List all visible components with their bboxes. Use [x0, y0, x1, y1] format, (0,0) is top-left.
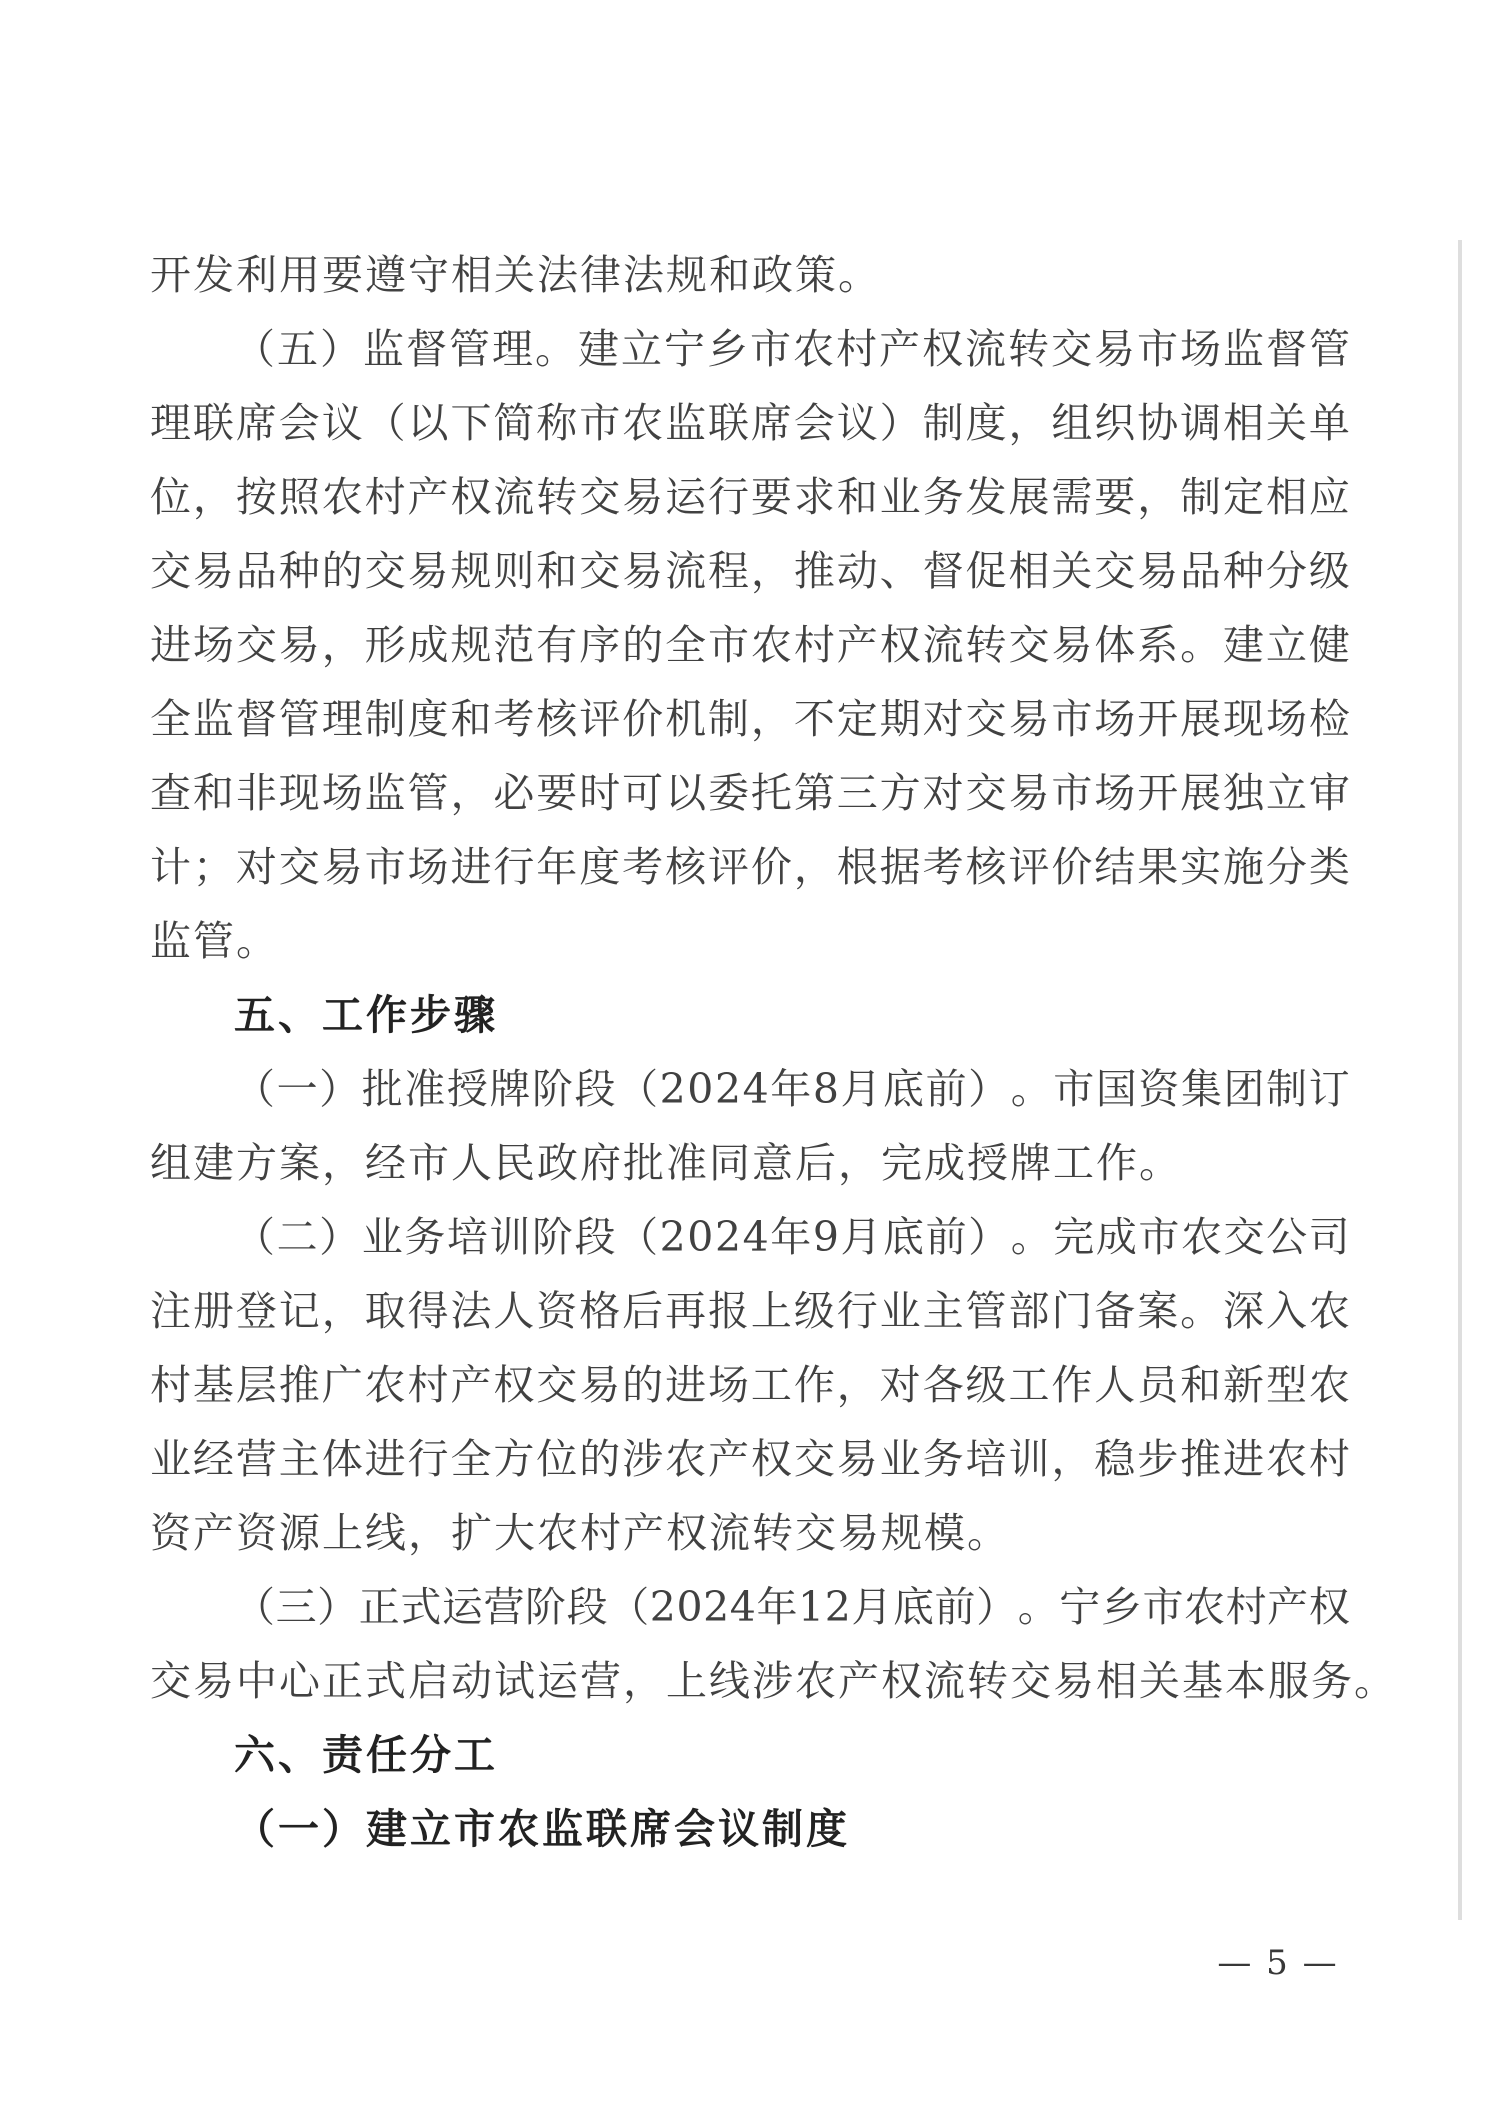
text-line: 监管。	[150, 917, 279, 965]
text-line: （ 五 ） 监 督 管 理 。 建 立 宁 乡 市 农 村 产 权 流 转 交 易 市 场 监 督 管	[234, 325, 1350, 373]
text-line: 位 ， 按 照 农 村 产 权 流 转 交 易 运 行 要 求 和 业 务 发 展 需 要 ， 制 定 相 应	[150, 473, 1350, 521]
heading-line: 六、责任分工	[234, 1731, 498, 1779]
text-line: 村 基 层 推 广 农 村 产 权 交 易 的 进 场 工 作 ， 对 各 级 工 作 人 员 和 新 型 农	[150, 1361, 1350, 1409]
text-line: 业 经 营 主 体 进 行 全 方 位 的 涉 农 产 权 交 易 业 务 培 训 ， 稳 步 推 进 农 村	[150, 1435, 1350, 1483]
heading-line: 五、工作步骤	[234, 991, 498, 1039]
text-line: 进 场 交 易 ， 形 成 规 范 有 序 的 全 市 农 村 产 权 流 转 交 易 体 系 。 建 立 健	[150, 621, 1350, 669]
text-line: 注 册 登 记 ， 取 得 法 人 资 格 后 再 报 上 级 行 业 主 管 部 门 备 案 。 深 入 农	[150, 1287, 1350, 1335]
page-number: — 5 —	[1217, 1943, 1339, 1983]
scan-edge-line	[1458, 240, 1462, 1920]
text-line: 计 ； 对 交 易 市 场 进 行 年 度 考 核 评 价 ， 根 据 考 核 评 价 结 果 实 施 分 类	[150, 843, 1350, 891]
text-line: 开发利用要遵守相关法律法规和政策。	[150, 251, 881, 299]
text-line: （ 一 ） 批 准 授 牌 阶 段 （ 2 0 2 4 年 8 月 底 前 ） 。 市 国 资 集 团 制 订	[234, 1065, 1350, 1113]
text-line: 交易中心正式启动试运营，上线涉农产权流转交易相关基本服务。	[150, 1657, 1397, 1705]
text-line: 交 易 品 种 的 交 易 规 则 和 交 易 流 程 ， 推 动 、 督 促 相 关 交 易 品 种 分 级	[150, 547, 1350, 595]
text-line: （ 二 ） 业 务 培 训 阶 段 （ 2 0 2 4 年 9 月 底 前 ） 。 完 成 市 农 交 公 司	[234, 1213, 1350, 1261]
text-line: 全 监 督 管 理 制 度 和 考 核 评 价 机 制 ， 不 定 期 对 交 易 市 场 开 展 现 场 检	[150, 695, 1350, 743]
subheading-line: （一）建立市农监联席会议制度	[234, 1805, 850, 1853]
text-line: 资产资源上线，扩大农村产权流转交易规模。	[150, 1509, 1010, 1557]
document-body	[150, 238, 1397, 1866]
text-line: 理 联 席 会 议 （ 以 下 简 称 市 农 监 联 席 会 议 ） 制 度 ， 组 织 协 调 相 关 单	[150, 399, 1350, 447]
text-line: 组建方案，经市人民政府批准同意后，完成授牌工作。	[150, 1139, 1182, 1187]
text-line: 查 和 非 现 场 监 管 ， 必 要 时 可 以 委 托 第 三 方 对 交 易 市 场 开 展 独 立 审	[150, 769, 1350, 817]
text-line: （ 三 ） 正 式 运 营 阶 段 （ 2 0 2 4 年 1 2 月 底 前 ） 。 宁 乡 市 农 村 产 权	[234, 1583, 1350, 1631]
